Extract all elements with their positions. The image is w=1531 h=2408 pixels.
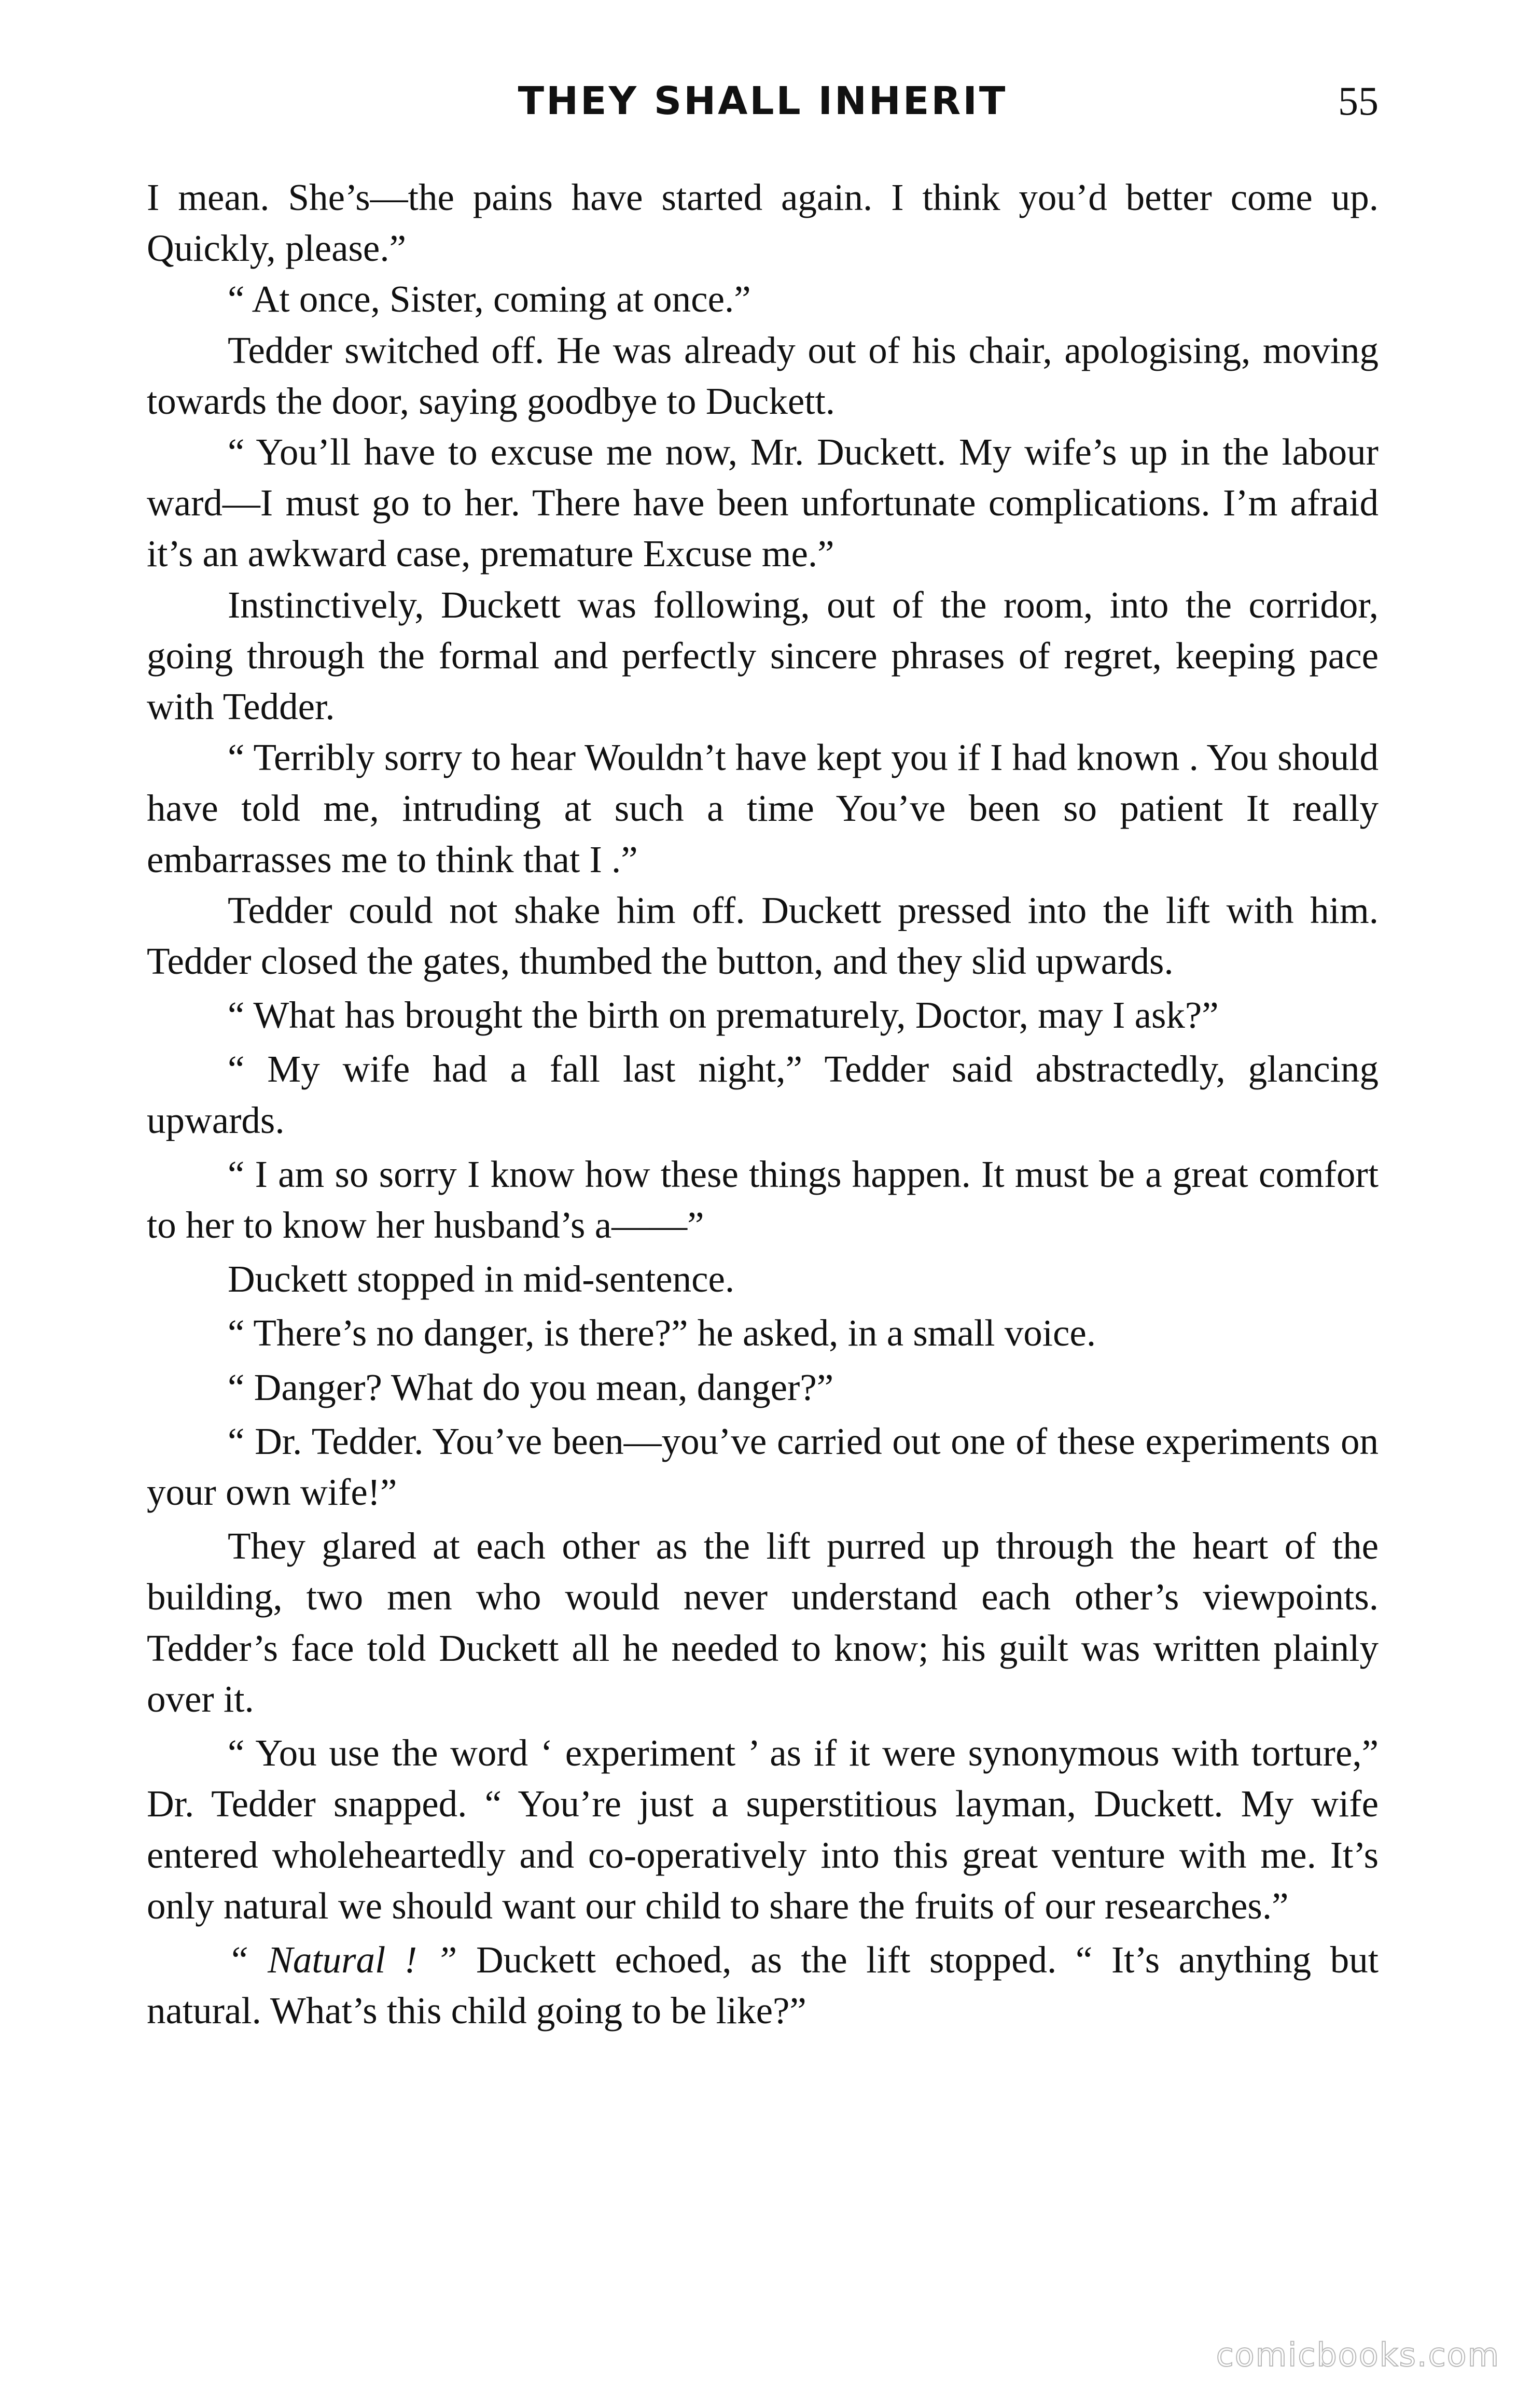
running-title: THEY SHALL INHERIT bbox=[518, 79, 1008, 123]
paragraph-1: I mean. She’s—the pains have started again. I think you’d better come up. Quickly, please.” bbox=[147, 176, 1379, 270]
paragraph-16: “ You use the word ‘ experiment ’ as if it were synonymous with torture,” Dr. Tedder snapped. “ You’re just a superstitious layman, Duckett. My wife entered wholeheartedly and co-operatively into this great venture with me. It’s only natural we should want our child to share the fruits of our researches.” bbox=[147, 1732, 1379, 1927]
paragraph-14: “ Dr. Tedder. You’ve been—you’ve carried out one of these experiments on your own wife!” bbox=[147, 1420, 1379, 1514]
paragraph-9: “ My wife had a fall last night,” Tedder said abstractedly, glancing upwards. bbox=[147, 1048, 1379, 1141]
paragraph-17 bbox=[147, 1935, 1379, 2036]
watermark: comicbooks.com bbox=[1216, 2336, 1500, 2374]
italic-emphasis: “ Natural ! ” bbox=[228, 1938, 457, 1981]
paragraph-7: Tedder could not shake him off. Duckett pressed into the lift with him. Tedder closed the gates, thumbed the button, and they slid upwards. bbox=[147, 889, 1379, 983]
paragraph-3: Tedder switched off. He was already out of his chair, apologising, moving towards the door, saying goodbye to Duckett. bbox=[147, 329, 1379, 422]
paragraph-17-text: Duckett echoed, as the lift stopped. “ It’s anything but natural. What’s this child going to be like?” bbox=[147, 1938, 1379, 2032]
paragraph-10: “ I am so sorry I know how these things happen. It must be a great comfort to her to know her husband’s a——” bbox=[147, 1153, 1379, 1247]
running-head bbox=[147, 78, 1379, 124]
paragraph-6: “ Terribly sorry to hear Wouldn’t have kept you if I had known . You should have told me, intruding at such a time You’ve been so patient It really embarrasses me to think that I .” bbox=[147, 736, 1379, 880]
body-text bbox=[147, 172, 1379, 2036]
paragraph-15: They glared at each other as the lift purred up through the heart of the building, two men who would never understand each other’s viewpoints. Tedder’s face told Duckett all he needed to know; his guilt was written plainly over it. bbox=[147, 1525, 1379, 1720]
paragraph-4: “ You’ll have to excuse me now, Mr. Duckett. My wife’s up in the labour ward—I must go to her. There have been unfortunate complications. I’m afraid it’s an awkward case, premature Excuse me.” bbox=[147, 431, 1379, 575]
page-number: 55 bbox=[1338, 78, 1379, 123]
paragraph-2: “ At once, Sister, coming at once.” bbox=[228, 278, 751, 320]
paragraph-8: “ What has brought the birth on prematurely, Doctor, may I ask?” bbox=[228, 994, 1219, 1037]
paragraph-12: “ There’s no danger, is there?” he asked, in a small voice. bbox=[228, 1312, 1096, 1354]
paragraph-5: Instinctively, Duckett was following, out of the room, into the corridor, going through the formal and perfectly sincere phrases of regret, keeping pace with Tedder. bbox=[147, 583, 1379, 728]
paragraph-13: “ Danger? What do you mean, danger?” bbox=[228, 1366, 834, 1408]
paragraph-11: Duckett stopped in mid-sentence. bbox=[228, 1258, 735, 1300]
